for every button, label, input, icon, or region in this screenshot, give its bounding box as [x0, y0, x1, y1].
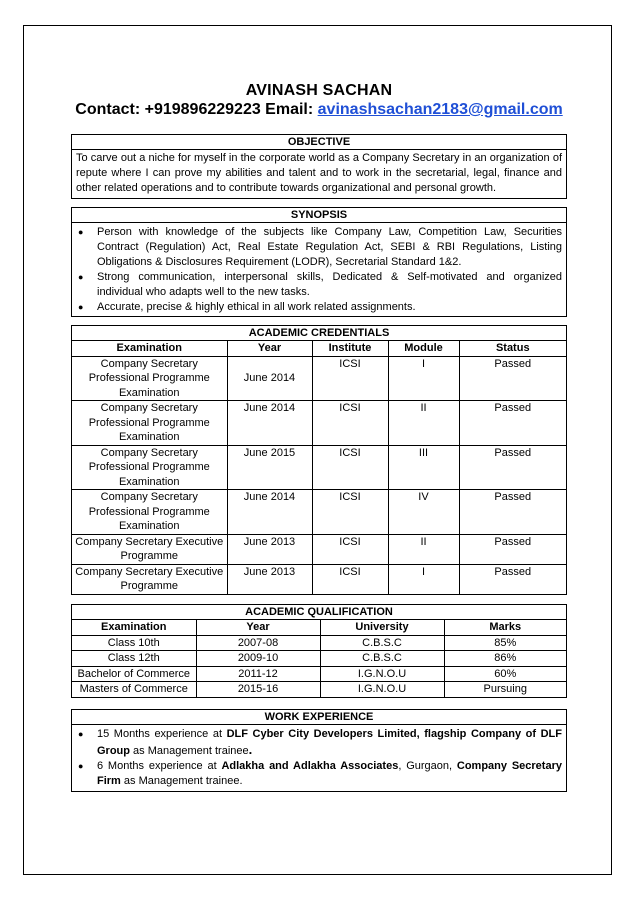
table-cell: II	[388, 534, 459, 564]
table-cell: Passed	[459, 445, 566, 490]
table-cell: Passed	[459, 490, 566, 535]
objective-text: To carve out a niche for myself in the corporate world as a Company Secretary in an organization of repute where I can prove my abilities and talent and to work in the secretarial, legal, finance and other related operations and to contribute towards organizational and personal growth.	[76, 152, 562, 194]
table-cell: IV	[388, 490, 459, 535]
table-row	[72, 445, 566, 490]
table-cell: Passed	[459, 401, 566, 446]
synopsis-section	[71, 207, 567, 317]
column-header: Marks	[444, 620, 566, 635]
table-cell: C.B.S.C	[320, 635, 444, 651]
experience-list	[72, 725, 566, 791]
table-cell: I	[388, 356, 459, 401]
table-cell: Company Secretary Professional Programme Examination	[72, 445, 227, 490]
table-cell: June 2015	[227, 445, 312, 490]
bullet-icon: ●	[78, 272, 84, 282]
table-row	[72, 651, 566, 667]
column-header: Module	[388, 341, 459, 356]
column-header: Examination	[72, 620, 196, 635]
list-item: ● Person with knowledge of the subjects like Company Law, Competition Law, Securities Contract (Regulation) Act, Real Estate Regulation Act, SEBI & RBI Regulations, Listing Obligations & Disclosures Requirement (LODR), Secretarial Standard 1&2.	[78, 226, 562, 268]
table-cell: Company Secretary Professional Programme Examination	[72, 356, 227, 401]
qualification-table	[72, 620, 566, 697]
list-item: ● Accurate, precise & highly ethical in all work related assignments.	[78, 301, 416, 313]
table-cell: I.G.N.O.U	[320, 682, 444, 697]
credentials-title: ACADEMIC CREDENTIALS	[72, 326, 566, 341]
list-item: ● Strong communication, interpersonal skills, Dedicated & Self-motivated and organized individual who adapts well to the new tasks.	[78, 271, 562, 298]
table-cell: ICSI	[312, 401, 388, 446]
table-cell: 2011-12	[196, 666, 320, 682]
table-cell: C.B.S.C	[320, 651, 444, 667]
column-header: Status	[459, 341, 566, 356]
bullet-icon: ●	[78, 761, 84, 771]
table-cell: June 2013	[227, 534, 312, 564]
table-cell: 86%	[444, 651, 566, 667]
list-item: ● 6 Months experience at Adlakha and Adlakha Associates, Gurgaon, Company Secretary Firm as Management trainee.	[78, 760, 562, 787]
credentials-table	[72, 341, 566, 594]
objective-section	[71, 134, 567, 199]
contact-line	[0, 101, 638, 119]
table-cell: 2009-10	[196, 651, 320, 667]
column-header: University	[320, 620, 444, 635]
table-row	[72, 564, 566, 594]
table-row	[72, 666, 566, 682]
table-cell: ICSI	[312, 534, 388, 564]
synopsis-list	[72, 223, 566, 316]
table-cell: I.G.N.O.U	[320, 666, 444, 682]
table-cell: Passed	[459, 564, 566, 594]
table-cell: Class 12th	[72, 651, 196, 667]
bullet-icon: ●	[78, 729, 84, 739]
table-cell: Company Secretary Executive Programme	[72, 534, 227, 564]
table-cell: 60%	[444, 666, 566, 682]
table-cell: June 2014	[227, 356, 312, 401]
table-row	[72, 356, 566, 401]
table-cell: ICSI	[312, 445, 388, 490]
table-cell: Class 10th	[72, 635, 196, 651]
experience-section	[71, 709, 567, 792]
table-cell: III	[388, 445, 459, 490]
table-cell: 2015-16	[196, 682, 320, 697]
table-row	[72, 682, 566, 697]
bullet-icon: ●	[78, 302, 84, 312]
table-cell: Company Secretary Executive Programme	[72, 564, 227, 594]
bullet-icon: ●	[78, 227, 84, 237]
list-item: ● 15 Months experience at DLF Cyber City Developers Limited, flagship Company of DLF Group as Management trainee.	[78, 728, 562, 757]
contact-label: Contact: +919896229223 Email:	[75, 101, 314, 118]
email-link[interactable]: avinashsachan2183@gmail.com	[317, 101, 563, 118]
synopsis-title: SYNOPSIS	[72, 208, 566, 223]
table-row	[72, 635, 566, 651]
table-cell: Pursuing	[444, 682, 566, 697]
column-header: Year	[196, 620, 320, 635]
table-cell: I	[388, 564, 459, 594]
column-header: Year	[227, 341, 312, 356]
table-cell: Company Secretary Professional Programme Examination	[72, 490, 227, 535]
table-row	[72, 401, 566, 446]
table-header-row	[72, 620, 566, 635]
table-cell: Passed	[459, 356, 566, 401]
table-cell: Passed	[459, 534, 566, 564]
table-header-row	[72, 341, 566, 356]
table-cell: ICSI	[312, 356, 388, 401]
experience-title: WORK EXPERIENCE	[72, 710, 566, 725]
table-cell: 85%	[444, 635, 566, 651]
table-cell: Bachelor of Commerce	[72, 666, 196, 682]
candidate-name: AVINASH SACHAN	[245, 82, 393, 99]
table-cell: June 2014	[227, 490, 312, 535]
table-cell: June 2013	[227, 564, 312, 594]
table-cell: ICSI	[312, 490, 388, 535]
table-row	[72, 534, 566, 564]
objective-title: OBJECTIVE	[72, 135, 566, 150]
table-cell: II	[388, 401, 459, 446]
table-cell: Company Secretary Professional Programme Examination	[72, 401, 227, 446]
qualification-section	[71, 604, 567, 698]
qualification-title: ACADEMIC QUALIFICATION	[72, 605, 566, 620]
table-cell: June 2014	[227, 401, 312, 446]
credentials-section	[71, 325, 567, 595]
table-cell: ICSI	[312, 564, 388, 594]
column-header: Examination	[72, 341, 227, 356]
table-cell: 2007-08	[196, 635, 320, 651]
table-row	[72, 490, 566, 535]
column-header: Institute	[312, 341, 388, 356]
table-cell: Masters of Commerce	[72, 682, 196, 697]
